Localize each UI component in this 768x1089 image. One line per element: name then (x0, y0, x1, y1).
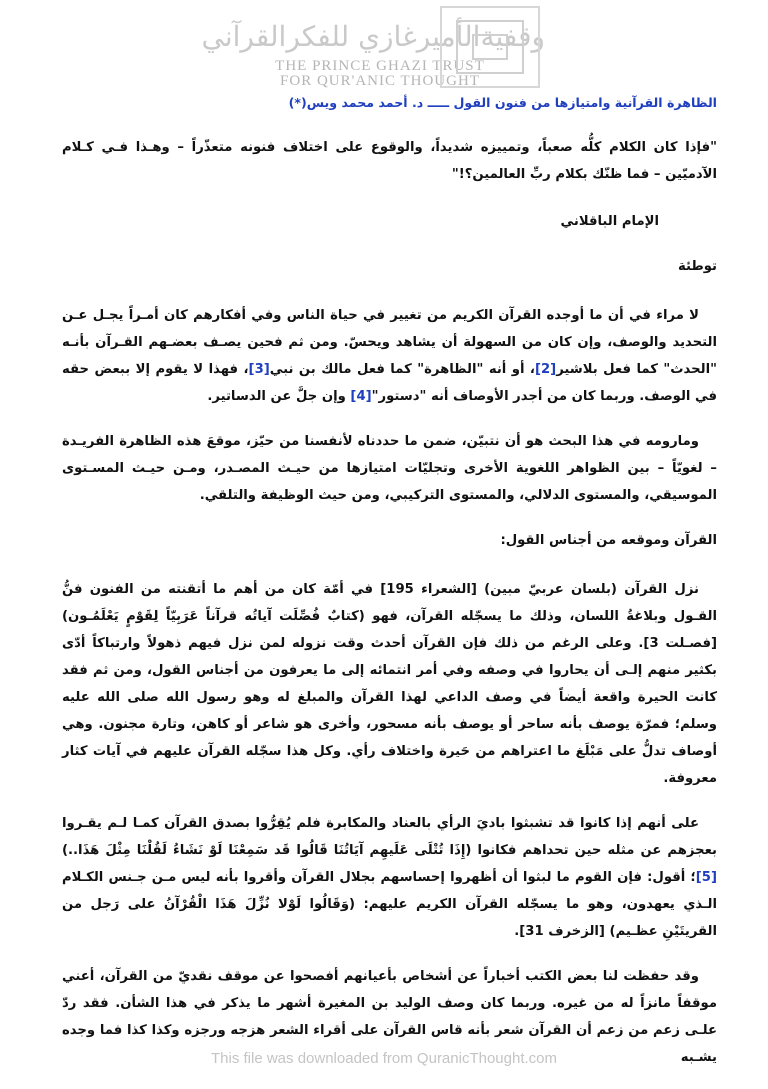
paragraph-3: نزل القرآن (بلسان عربيّ مبين) [الشعراء 195] في أمّة كان من أهم ما أتقنته من الفنون فنُّ القـول وبلاغةُ اللسان، وذلك ما يسجّله القرآن، فهو (كتابٌ فُصِّلَت آياتُه قرآناً عَرَبِيّاً لِقَوْمٍ يَعْلَمُـون) [فصـلت 3]. وعلى الرغم من ذلك فإن القرآن أحدث وقت نزوله لمن نزل فيهم ذهولاً وارتباكاً أدّى بكثير منهم إلـى أن يحاروا في وصفه وفي أمر انتمائه إلى ما يعرفون من أجناس القول، ومن ثم فقد كانت الحيرة واقعة أيضاً في وصف الداعي لهذا القرآن والمبلغ له وهو رسول الله صلى الله عليه وسلم؛ فمرّة يوصف بأنه ساحر أو يوصف بأنه مسحور، وأخرى هو شاعر أو كاهن، وتارة مجنون. وهي أوصاف تدلُّ على مَبْلَغ ما اعتراهم من حَيرة واختلاف رأي. وكل هذا سجّله القرآن عليهم في آيات كثار معروفة. (62, 582, 717, 786)
paragraph-2: ومارومه في هذا البحث هو أن نتبيّن، ضمن ما حددناه لأنفسنا من حيّز، موقعَ هذه الظاهرة الفريـدة – لغويّاً – بين الظواهر اللغوية الأخرى وتجليّات امتيازها من حيـث المصـدر، ومـن حيـث المسـتوى الموسيقي، والمستوى الدلالي، والمستوى التركيبي، ومن حيث الوظيفة والتلقي. (62, 434, 717, 503)
paragraph-1-part-b: ، أو أنه "الظاهرة" كما فعل مالك بن نبي (269, 362, 535, 377)
quote-author: الإمام الباقلاني (560, 214, 659, 229)
paragraph-5: وقد حفظت لنا بعض الكتب أخباراً عن أشخاص بأعيانهم أفصحوا عن موقف نقديّ من القرآن، أعني موقفاً مانزاً له من غيره. وربما كان وصف الوليد بن المغيرة أشهر ما يذكر في هذا الشأن. فقد ردّ علـى زعم من زعم أن القرآن شعر بأنه قاس القرآن على أقراء الشعر هزجه ورجزه وكذا كذا فما وجده يشـبه (62, 969, 717, 1065)
intro-heading: توطئة (677, 259, 717, 274)
footnote-link-4[interactable]: [4] (350, 389, 372, 404)
article-title: الظاهرة القرآنية وامتيازها من فنون القول ـــــ د. أحمد محمد ويس(*) (288, 95, 717, 110)
logo-english-line1: THE PRINCE GHAZI TRUST (275, 58, 485, 74)
logo-emblem-icon (440, 6, 540, 88)
opening-quote: "فإذا كان الكلام كلُّه صعباً، وتمييزه شديداً، والوقوع على اختلاف فنونه متعذّراً – وهـذا فـي كـلام الآدميّين – فما ظنّك بكلام ربِّ العالمين؟!" (62, 140, 717, 182)
article-body (62, 94, 717, 1089)
paragraph-1-part-d: وإن جلَّ عن الدساتير. (207, 389, 351, 404)
footnote-link-5[interactable]: [5] (695, 870, 717, 885)
paragraph-1-part-a: لا مراء في أن ما أوجده القرآن الكريم من تغيير في حياة الناس وفي أفكارهم كان أمـراً يجـل عـن التحديد والوصف، وإن كان من السهولة أن يشاهد ويحسّ. ومن ثم فحين يصـف بعضـهم القـرآن بأنـه "الحدث" كما فعل بلاشير (62, 308, 717, 377)
footnote-link-3[interactable]: [3] (248, 362, 270, 377)
download-footer: This file was downloaded from QuranicThought.com (211, 1050, 557, 1067)
paragraph-4 (62, 810, 717, 945)
logo-arabic-text: وقفيةالأميرغازي للفكرالقرآني (201, 20, 545, 53)
footnote-link-2[interactable]: [2] (534, 362, 557, 377)
logo-english-line2: FOR QUR'ANIC THOUGHT (280, 73, 480, 89)
paragraph-1 (62, 302, 717, 410)
paragraph-1-part-c: ، فهذا لا يقوم إلا ببعض حقه في الوصف. وربما كان من أجدر الأوصاف أنه "دستور" (62, 362, 717, 404)
section-heading: القرآن وموقعه من أجناس القول: (500, 533, 717, 548)
paragraph-4-part-a: على أنهم إذا كانوا قد تشبثوا باديَ الرأي بالعناد والمكابرة فلم يُقِرُّوا بصدق القرآن كمـا لـم يقـروا بعجزهم عن مثله حين تحداهم فكانوا (إِذَا تُتْلَى عَلَيهِم آيَاتُنَا قَالُوا قَد سَمِعْنَا لَوْ نَشَاءُ لَقُلْنَا مِثْلَ هَذَا..) (62, 816, 717, 858)
paragraph-4-part-b: ؛ أقول: فإن القوم ما لبثوا أن أظهروا إحساسهم بجلال القرآن وأقروا بأنه ليس مـن جـنس الكـلام الـذي يعهدون، وهو ما يسجّله القرآن الكريم عليهم: (وَقَالُوا لَوْلا نُزِّلَ هَذَا الْقُرْآنُ على رَجل من القريتَيْنِ عظـيم) [الزخرف 31]. (62, 870, 717, 939)
